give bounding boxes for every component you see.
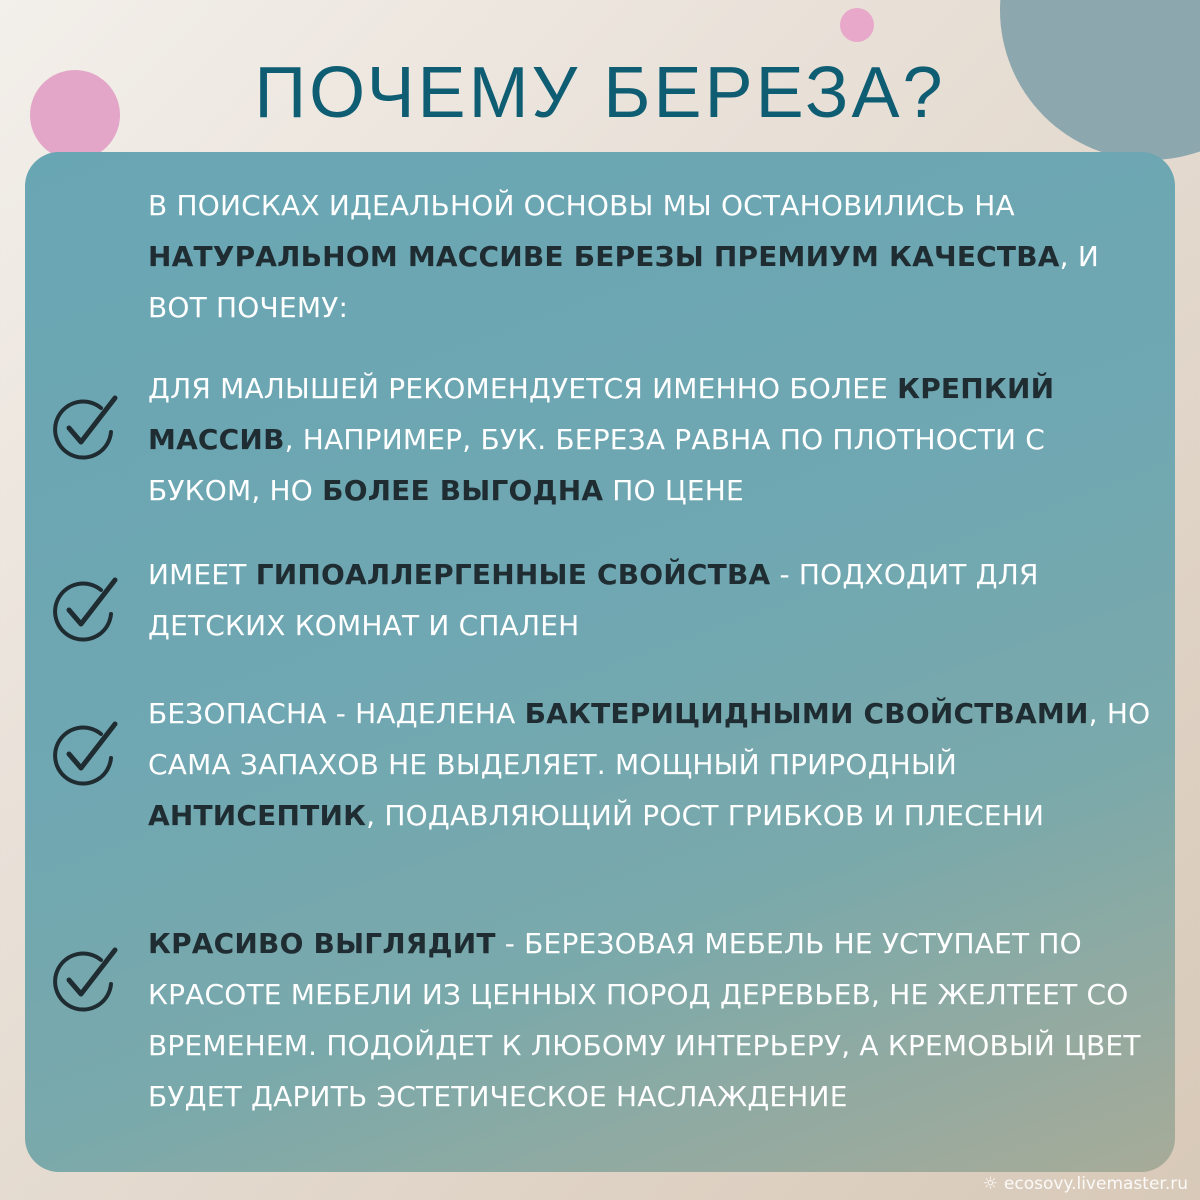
decor-circle-pink-small — [840, 8, 874, 42]
benefit-item-strength: ДЛЯ МАЛЫШЕЙ РЕКОМЕНДУЕТСЯ ИМЕННО БОЛЕЕ КРЕПКИЙ МАССИВ, НАПРИМЕР, БУК. БЕРЕЗА РАВНА ПО ПЛОТНОСТИ С БУКОМ, НО БОЛЕЕ ВЫГОДНА ПО ЦЕНЕ — [148, 372, 1055, 507]
check-circle-icon — [49, 944, 121, 1016]
check-circle-icon — [49, 392, 121, 464]
check-circle-icon — [49, 718, 121, 790]
page-title: ПОЧЕМУ БЕРЕЗА? — [254, 53, 946, 133]
benefit-item-appearance: КРАСИВО ВЫГЛЯДИТ - БЕРЕЗОВАЯ МЕБЕЛЬ НЕ УСТУПАЕТ ПО КРАСОТЕ МЕБЕЛИ ИЗ ЦЕННЫХ ПОРОД ДЕРЕВЬЕВ, НЕ ЖЕЛТЕЕТ СО ВРЕМЕНЕМ. ПОДОЙДЕТ К ЛЮБОМУ ИНТЕРЬЕРУ, А КРЕМОВЫЙ ЦВЕТ БУДЕТ ДАРИТЬ ЭСТЕТИЧЕСКОЕ НАСЛАЖДЕНИЕ — [148, 927, 1141, 1113]
watermark: ☼ ecosovy.livemaster.ru — [982, 1174, 1188, 1194]
content-card — [25, 152, 1175, 1172]
check-circle-icon — [49, 574, 121, 646]
intro-text: В ПОИСКАХ ИДЕАЛЬНОЙ ОСНОВЫ МЫ ОСТАНОВИЛИСЬ НА НАТУРАЛЬНОМ МАССИВЕ БЕРЕЗЫ ПРЕМИУМ КАЧЕСТВА, И ВОТ ПОЧЕМУ: — [148, 189, 1099, 324]
benefit-item-hypoallergenic: ИМЕЕТ ГИПОАЛЛЕРГЕННЫЕ СВОЙСТВА - ПОДХОДИТ ДЛЯ ДЕТСКИХ КОМНАТ И СПАЛЕН — [148, 558, 1039, 642]
sun-icon: ☼ — [982, 1174, 998, 1194]
benefit-item-safety: БЕЗОПАСНА - НАДЕЛЕНА БАКТЕРИЦИДНЫМИ СВОЙСТВАМИ, НО САМА ЗАПАХОВ НЕ ВЫДЕЛЯЕТ. МОЩНЫЙ ПРИРОДНЫЙ АНТИСЕПТИК, ПОДАВЛЯЮЩИЙ РОСТ ГРИБКОВ И ПЛЕСЕНИ — [148, 697, 1151, 832]
